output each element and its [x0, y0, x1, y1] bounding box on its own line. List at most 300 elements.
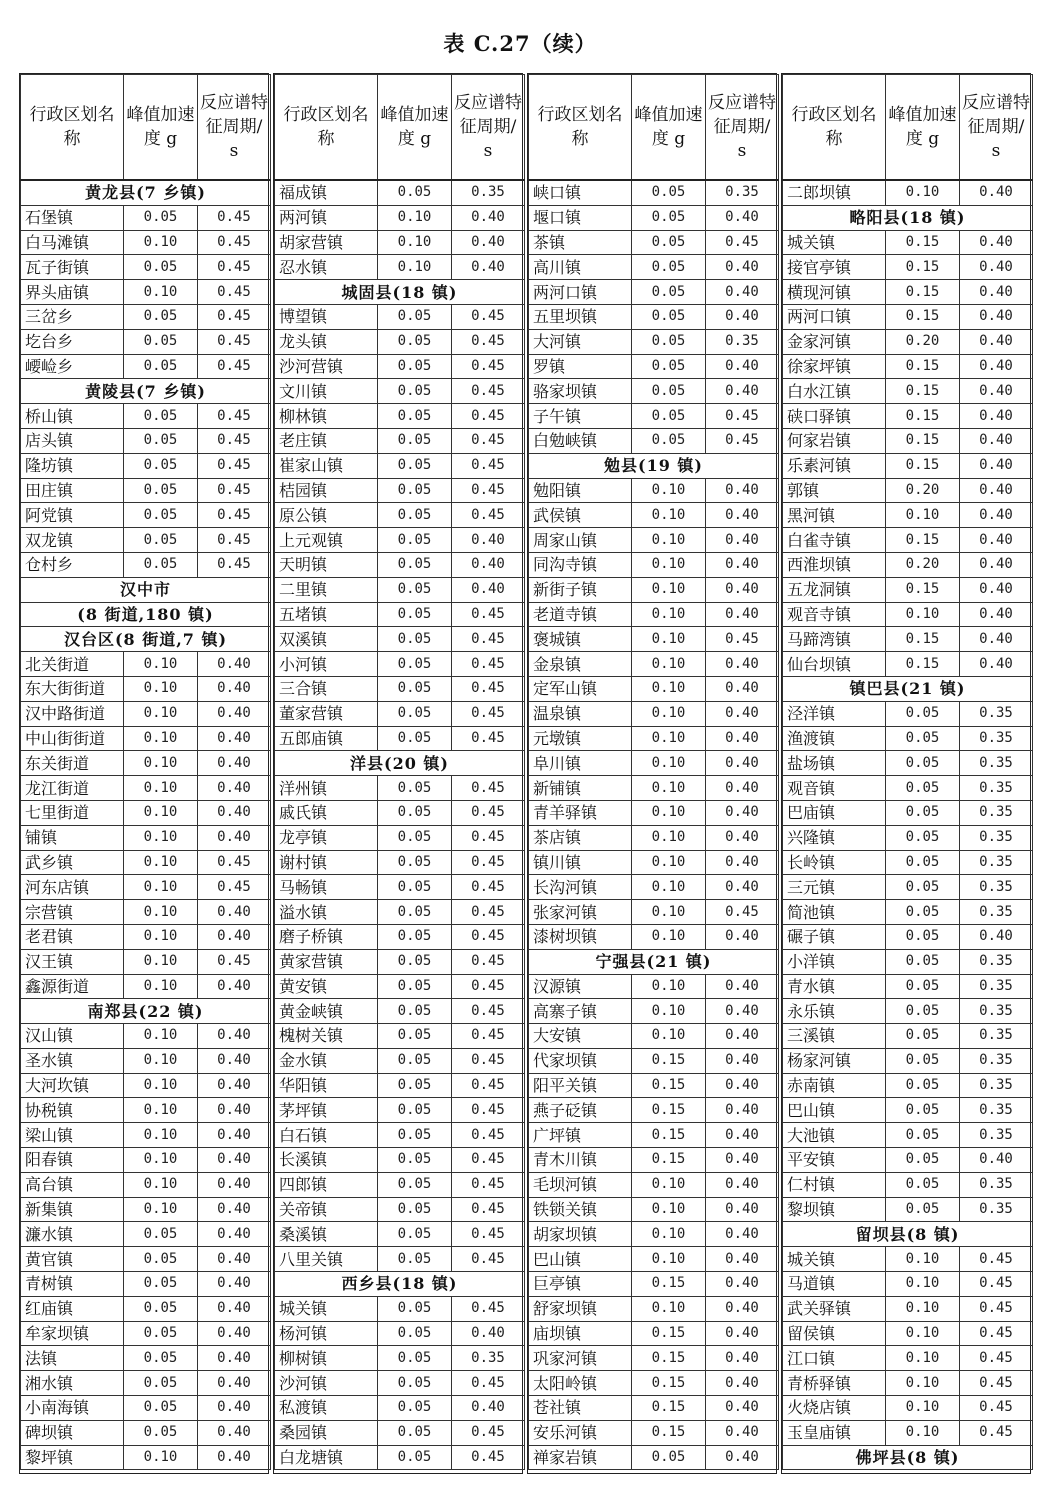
table-row [275, 230, 525, 255]
pga-value: 0.05 [886, 751, 960, 776]
period-value: 0.35 [960, 751, 1033, 776]
table-row [275, 205, 525, 230]
pga-value: 0.05 [886, 900, 960, 925]
group-header-row [21, 379, 271, 404]
period-value: 0.45 [452, 478, 525, 503]
pga-value: 0.05 [378, 354, 452, 379]
table-title: 表 C.27（续） [443, 31, 597, 56]
pga-value: 0.10 [632, 528, 706, 553]
town-name: 白马滩镇 [21, 230, 124, 255]
pga-value: 0.10 [124, 1123, 198, 1148]
pga-value: 0.05 [632, 205, 706, 230]
period-value: 0.40 [706, 304, 779, 329]
pga-value: 0.10 [378, 230, 452, 255]
town-name: 峡口镇 [529, 180, 632, 205]
pga-value: 0.10 [124, 800, 198, 825]
period-value: 0.40 [706, 552, 779, 577]
header-name: 行政区划名称 [21, 75, 124, 181]
period-value: 0.40 [706, 1445, 779, 1470]
table-row [529, 503, 779, 528]
period-value: 0.40 [706, 1024, 779, 1049]
pga-value: 0.15 [886, 379, 960, 404]
town-name: 原公镇 [275, 503, 378, 528]
pga-value: 0.05 [378, 974, 452, 999]
period-value: 0.40 [198, 1371, 271, 1396]
table-row [783, 751, 1033, 776]
town-name: 圪台乡 [21, 329, 124, 354]
table-row [21, 825, 271, 850]
table-row [529, 1222, 779, 1247]
period-value: 0.40 [198, 1024, 271, 1049]
pga-value: 0.10 [124, 900, 198, 925]
table-row [21, 900, 271, 925]
period-value: 0.35 [960, 776, 1033, 801]
table-row [21, 304, 271, 329]
table-row [21, 1321, 271, 1346]
table-row [783, 850, 1033, 875]
table-row [275, 329, 525, 354]
table-row [275, 577, 525, 602]
table-row [529, 800, 779, 825]
pga-value: 0.05 [124, 404, 198, 429]
pga-value: 0.20 [886, 552, 960, 577]
town-name: 崾崄乡 [21, 354, 124, 379]
period-value: 0.45 [198, 503, 271, 528]
period-value: 0.40 [706, 280, 779, 305]
period-value: 0.45 [198, 329, 271, 354]
pga-value: 0.05 [378, 602, 452, 627]
period-value: 0.40 [706, 1222, 779, 1247]
pga-value: 0.05 [378, 180, 452, 205]
period-value: 0.40 [452, 255, 525, 280]
town-name: 白水江镇 [783, 379, 886, 404]
pga-value: 0.05 [886, 999, 960, 1024]
pga-value: 0.10 [886, 1296, 960, 1321]
pga-value: 0.05 [124, 354, 198, 379]
town-name: 福成镇 [275, 180, 378, 205]
town-name: 横现河镇 [783, 280, 886, 305]
period-value: 0.35 [960, 825, 1033, 850]
table-row [21, 751, 271, 776]
period-value: 0.40 [706, 974, 779, 999]
table-row [529, 404, 779, 429]
pga-value: 0.05 [632, 428, 706, 453]
town-name: 何家岩镇 [783, 428, 886, 453]
group-header-row [275, 280, 525, 305]
town-name: 槐树关镇 [275, 1024, 378, 1049]
period-value: 0.35 [960, 974, 1033, 999]
town-name: 瓦子街镇 [21, 255, 124, 280]
table-row [529, 329, 779, 354]
table-row [275, 1296, 525, 1321]
pga-value: 0.05 [886, 1048, 960, 1073]
group-label: 留坝县(8 镇) [783, 1222, 1033, 1247]
pga-value: 0.05 [378, 379, 452, 404]
table-row [529, 1445, 779, 1470]
table-column-4 [781, 73, 1031, 1474]
table-row [275, 304, 525, 329]
period-value: 0.40 [198, 1346, 271, 1371]
table-row [529, 354, 779, 379]
period-value: 0.45 [452, 428, 525, 453]
table-row [529, 1098, 779, 1123]
pga-value: 0.05 [124, 329, 198, 354]
pga-value: 0.05 [886, 776, 960, 801]
town-name: 城关镇 [783, 1247, 886, 1272]
period-value: 0.40 [706, 726, 779, 751]
pga-value: 0.15 [886, 627, 960, 652]
period-value: 0.45 [452, 1371, 525, 1396]
table-row [275, 404, 525, 429]
period-value: 0.35 [960, 1123, 1033, 1148]
town-name: 铺镇 [21, 825, 124, 850]
town-name: 黎坝镇 [783, 1197, 886, 1222]
pga-value: 0.05 [378, 1197, 452, 1222]
pga-value: 0.05 [378, 900, 452, 925]
table-row [275, 800, 525, 825]
town-name: 接官亭镇 [783, 255, 886, 280]
pga-value: 0.10 [632, 924, 706, 949]
pga-value: 0.05 [378, 924, 452, 949]
pga-value: 0.10 [632, 627, 706, 652]
table-row [275, 1321, 525, 1346]
table-row [783, 1247, 1033, 1272]
pga-value: 0.10 [632, 552, 706, 577]
period-value: 0.40 [706, 503, 779, 528]
pga-value: 0.05 [124, 552, 198, 577]
period-value: 0.40 [960, 230, 1033, 255]
town-name: 赤南镇 [783, 1073, 886, 1098]
town-name: 高台镇 [21, 1172, 124, 1197]
pga-value: 0.05 [378, 949, 452, 974]
table-row [275, 974, 525, 999]
town-name: 华阳镇 [275, 1073, 378, 1098]
table-row [275, 1222, 525, 1247]
town-name: 两河镇 [275, 205, 378, 230]
town-name: 温泉镇 [529, 701, 632, 726]
pga-value: 0.10 [886, 1321, 960, 1346]
town-name: 三岔乡 [21, 304, 124, 329]
pga-value: 0.10 [632, 974, 706, 999]
pga-value: 0.05 [632, 329, 706, 354]
table-row [21, 676, 271, 701]
period-value: 0.40 [960, 528, 1033, 553]
town-name: 青水镇 [783, 974, 886, 999]
pga-value: 0.05 [632, 280, 706, 305]
table-row [21, 1296, 271, 1321]
table-row [529, 974, 779, 999]
table-row [529, 1123, 779, 1148]
pga-value: 0.05 [886, 1197, 960, 1222]
table-row [21, 974, 271, 999]
period-value: 0.45 [706, 404, 779, 429]
pga-value: 0.05 [378, 850, 452, 875]
group-label: 汉中市 [21, 577, 271, 602]
period-value: 0.35 [960, 1172, 1033, 1197]
pga-value: 0.15 [886, 354, 960, 379]
group-label: 黄陵县(7 乡镇) [21, 379, 271, 404]
period-value: 0.40 [706, 1346, 779, 1371]
town-name: 老庄镇 [275, 428, 378, 453]
pga-value: 0.05 [632, 379, 706, 404]
group-header-row [529, 949, 779, 974]
pga-value: 0.05 [886, 825, 960, 850]
town-name: 武侯镇 [529, 503, 632, 528]
pga-value: 0.10 [124, 1445, 198, 1470]
town-name: 广坪镇 [529, 1123, 632, 1148]
table-row [21, 1048, 271, 1073]
table-row [275, 776, 525, 801]
period-value: 0.40 [198, 1396, 271, 1421]
period-value: 0.35 [960, 900, 1033, 925]
period-value: 0.45 [198, 255, 271, 280]
period-value: 0.45 [452, 924, 525, 949]
group-label: 略阳县(18 镇) [783, 205, 1033, 230]
pga-value: 0.05 [378, 1321, 452, 1346]
table-row [21, 924, 271, 949]
header-pga: 峰值加速度 g [378, 75, 452, 181]
pga-value: 0.15 [886, 255, 960, 280]
pga-value: 0.05 [124, 205, 198, 230]
table-row [529, 1197, 779, 1222]
pga-value: 0.05 [378, 726, 452, 751]
town-name: 戚氏镇 [275, 800, 378, 825]
pga-value: 0.05 [124, 1371, 198, 1396]
group-label: 城固县(18 镇) [275, 280, 525, 305]
town-name: 定军山镇 [529, 676, 632, 701]
table-row [275, 602, 525, 627]
period-value: 0.40 [960, 180, 1033, 205]
pga-value: 0.10 [124, 776, 198, 801]
town-name: 燕子砭镇 [529, 1098, 632, 1123]
group-header-row [21, 627, 271, 652]
pga-value: 0.10 [124, 280, 198, 305]
table-row [783, 900, 1033, 925]
table-row [21, 1024, 271, 1049]
town-name: 城关镇 [783, 230, 886, 255]
pga-value: 0.15 [632, 1346, 706, 1371]
pga-value: 0.05 [378, 528, 452, 553]
pga-value: 0.10 [124, 924, 198, 949]
town-name: 褒城镇 [529, 627, 632, 652]
table-row [783, 875, 1033, 900]
table-row [783, 503, 1033, 528]
table-row [21, 1098, 271, 1123]
town-name: 骆家坝镇 [529, 379, 632, 404]
table-row [275, 1247, 525, 1272]
period-value: 0.40 [960, 577, 1033, 602]
town-name: 河东店镇 [21, 875, 124, 900]
town-name: 白龙塘镇 [275, 1445, 378, 1470]
group-label: 镇巴县(21 镇) [783, 676, 1033, 701]
pga-value: 0.10 [124, 1098, 198, 1123]
period-value: 0.45 [960, 1321, 1033, 1346]
period-value: 0.45 [452, 850, 525, 875]
period-value: 0.40 [706, 1123, 779, 1148]
table-row [783, 1371, 1033, 1396]
period-value: 0.45 [198, 875, 271, 900]
town-name: 三溪镇 [783, 1024, 886, 1049]
pga-value: 0.10 [886, 1420, 960, 1445]
town-name: 元墩镇 [529, 726, 632, 751]
table-row [529, 1371, 779, 1396]
pga-value: 0.10 [886, 1247, 960, 1272]
group-header-row [21, 999, 271, 1024]
pga-value: 0.15 [886, 577, 960, 602]
town-name: 柳树镇 [275, 1346, 378, 1371]
pga-value: 0.20 [886, 329, 960, 354]
pga-value: 0.05 [124, 428, 198, 453]
pga-value: 0.05 [124, 1272, 198, 1297]
table-row [783, 453, 1033, 478]
table-row [529, 900, 779, 925]
town-name: 私渡镇 [275, 1396, 378, 1421]
pga-value: 0.05 [632, 1445, 706, 1470]
table-row [783, 528, 1033, 553]
town-name: 董家营镇 [275, 701, 378, 726]
period-value: 0.40 [706, 255, 779, 280]
town-name: 茶镇 [529, 230, 632, 255]
table-row [529, 1247, 779, 1272]
town-name: 宗营镇 [21, 900, 124, 925]
town-name: 武乡镇 [21, 850, 124, 875]
pga-value: 0.15 [886, 528, 960, 553]
table-row [783, 800, 1033, 825]
table-row [21, 1123, 271, 1148]
period-value: 0.45 [198, 850, 271, 875]
table-row [529, 850, 779, 875]
table-row [783, 577, 1033, 602]
table-row [275, 1420, 525, 1445]
pga-value: 0.05 [378, 304, 452, 329]
town-name: 溢水镇 [275, 900, 378, 925]
town-name: 大池镇 [783, 1123, 886, 1148]
period-value: 0.40 [960, 354, 1033, 379]
town-name: 阳春镇 [21, 1148, 124, 1173]
pga-value: 0.10 [632, 800, 706, 825]
town-name: 高寨子镇 [529, 999, 632, 1024]
group-label: 汉台区(8 街道,7 镇) [21, 627, 271, 652]
period-value: 0.45 [706, 230, 779, 255]
period-value: 0.40 [706, 528, 779, 553]
period-value: 0.40 [706, 1073, 779, 1098]
pga-value: 0.05 [378, 404, 452, 429]
pga-value: 0.10 [124, 676, 198, 701]
period-value: 0.40 [706, 205, 779, 230]
town-name: 桑园镇 [275, 1420, 378, 1445]
pga-value: 0.15 [632, 1148, 706, 1173]
town-name: 东关街道 [21, 751, 124, 776]
period-value: 0.40 [706, 577, 779, 602]
period-value: 0.45 [198, 404, 271, 429]
period-value: 0.40 [706, 1172, 779, 1197]
table-row [783, 1048, 1033, 1073]
town-name: 黎坪镇 [21, 1445, 124, 1470]
pga-value: 0.05 [378, 1148, 452, 1173]
period-value: 0.40 [452, 577, 525, 602]
town-name: 黄家营镇 [275, 949, 378, 974]
pga-value: 0.10 [124, 701, 198, 726]
table-row [529, 1420, 779, 1445]
period-value: 0.35 [706, 329, 779, 354]
table-row [21, 1445, 271, 1470]
table-row [529, 304, 779, 329]
pga-value: 0.10 [632, 1296, 706, 1321]
town-name: 毛坝河镇 [529, 1172, 632, 1197]
town-name: 永乐镇 [783, 999, 886, 1024]
period-value: 0.45 [452, 1247, 525, 1272]
period-value: 0.40 [706, 652, 779, 677]
pga-value: 0.05 [124, 1346, 198, 1371]
period-value: 0.35 [960, 1048, 1033, 1073]
table-row [275, 503, 525, 528]
pga-value: 0.10 [632, 1024, 706, 1049]
period-value: 0.45 [452, 329, 525, 354]
period-value: 0.40 [706, 1420, 779, 1445]
town-name: 汉山镇 [21, 1024, 124, 1049]
period-value: 0.45 [706, 900, 779, 925]
period-value: 0.40 [706, 776, 779, 801]
town-name: 双溪镇 [275, 627, 378, 652]
table-row [529, 726, 779, 751]
table-row [275, 379, 525, 404]
pga-value: 0.15 [632, 1420, 706, 1445]
town-name: 忍水镇 [275, 255, 378, 280]
pga-value: 0.05 [632, 304, 706, 329]
table-row [275, 1371, 525, 1396]
pga-value: 0.05 [632, 180, 706, 205]
town-name: 火烧店镇 [783, 1396, 886, 1421]
period-value: 0.40 [706, 850, 779, 875]
table-row [529, 280, 779, 305]
table-row [275, 999, 525, 1024]
table-row [783, 726, 1033, 751]
period-value: 0.45 [452, 354, 525, 379]
table-row [21, 1346, 271, 1371]
period-value: 0.40 [198, 1123, 271, 1148]
period-value: 0.40 [706, 1296, 779, 1321]
table-row [783, 627, 1033, 652]
pga-value: 0.05 [378, 503, 452, 528]
pga-value: 0.10 [632, 776, 706, 801]
pga-value: 0.10 [124, 825, 198, 850]
pga-value: 0.10 [632, 503, 706, 528]
pga-value: 0.10 [632, 602, 706, 627]
table-row [529, 1321, 779, 1346]
town-name: 青树镇 [21, 1272, 124, 1297]
town-name: 渔渡镇 [783, 726, 886, 751]
table-row [783, 1396, 1033, 1421]
period-value: 0.40 [198, 652, 271, 677]
table-row [275, 1148, 525, 1173]
town-name: 上元观镇 [275, 528, 378, 553]
table-row [529, 230, 779, 255]
period-value: 0.40 [198, 776, 271, 801]
group-label: 宁强县(21 镇) [529, 949, 779, 974]
town-name: 安乐河镇 [529, 1420, 632, 1445]
period-value: 0.40 [198, 1098, 271, 1123]
pga-value: 0.20 [886, 478, 960, 503]
period-value: 0.45 [198, 304, 271, 329]
header-period: 反应谱特征周期/ s [452, 75, 525, 181]
town-name: 汉王镇 [21, 949, 124, 974]
town-name: 黄官镇 [21, 1247, 124, 1272]
town-name: 大安镇 [529, 1024, 632, 1049]
town-name: 碑坝镇 [21, 1420, 124, 1445]
period-value: 0.40 [452, 230, 525, 255]
group-header-row [529, 453, 779, 478]
period-value: 0.45 [198, 478, 271, 503]
